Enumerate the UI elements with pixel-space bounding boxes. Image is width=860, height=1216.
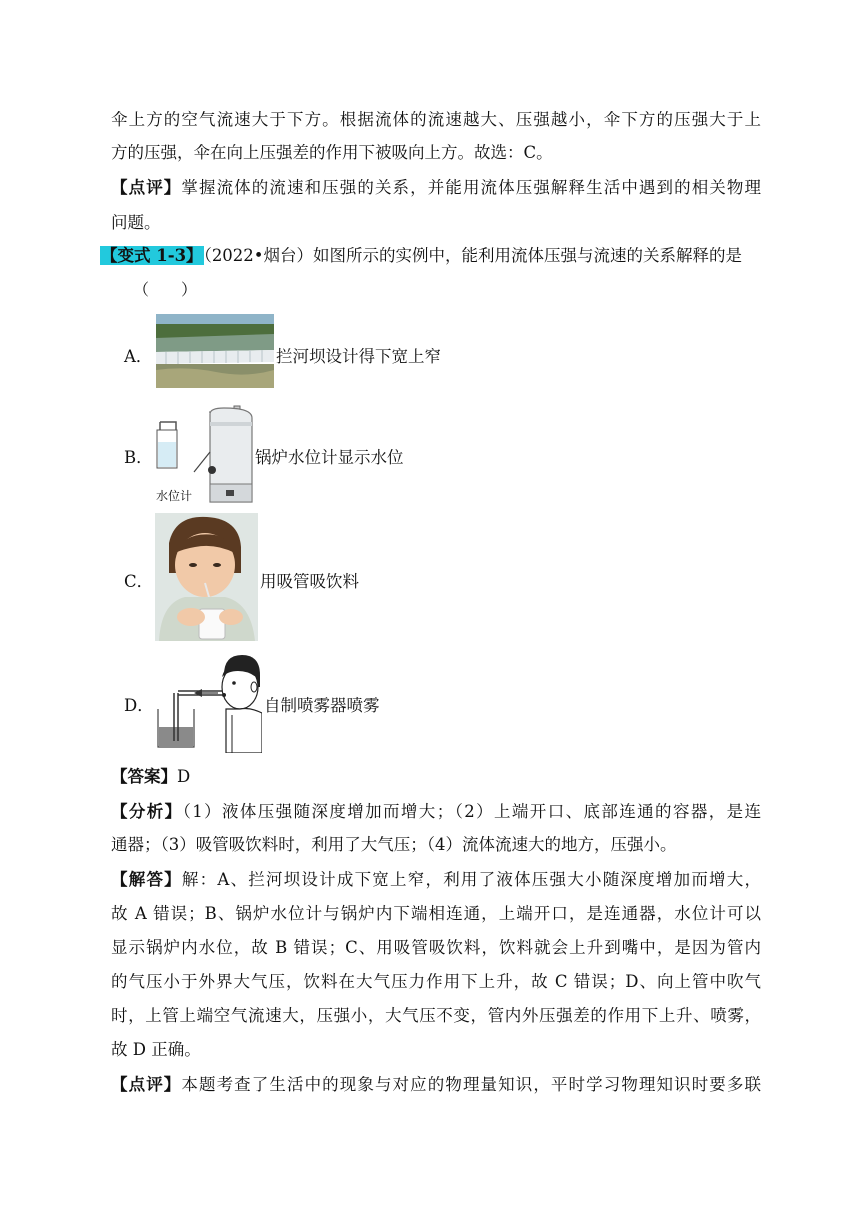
- option-d-text: 自制喷雾器喷雾: [264, 696, 380, 715]
- comment-text: 掌握流体的流速和压强的关系，并能用流体压强解释生活中遇到的相关物理: [181, 178, 762, 197]
- answer-value: D: [177, 767, 191, 786]
- solution-text: 解：A、拦河坝设计成下宽上窄，利用了液体压强大小随深度增加而增大，: [181, 870, 762, 889]
- solution-line: 显示锅炉内水位，故 B 错误；C、用吸管吸饮料，饮料就会上升到嘴中，是因为管内: [111, 938, 761, 957]
- gauge-caption: 水位计: [156, 489, 193, 503]
- solution-line: [111, 864, 761, 895]
- answer-tag: 【答案】: [111, 767, 177, 786]
- analysis-line: [111, 796, 761, 827]
- solution-tag: 【解答】: [111, 870, 182, 889]
- paragraph-line: 方的压强，伞在向上压强差的作用下被吸向上方。故选：C。: [111, 143, 553, 162]
- comment-line: [111, 1069, 761, 1100]
- sprayer-image: [154, 653, 262, 753]
- variant-tag: 【变式 1-3】: [101, 246, 203, 265]
- option-b-letter: B．: [124, 448, 153, 467]
- answer-line: [111, 761, 761, 792]
- dam-image: [156, 314, 274, 388]
- answer-blank: （ ）: [133, 280, 198, 299]
- option-d-letter: D．: [124, 696, 154, 715]
- solution-line: 故 D 正确。: [111, 1040, 201, 1059]
- analysis-tag: 【分析】: [111, 802, 183, 821]
- paragraph-line: 伞上方的空气流速大于下方。根据流体的流速越大、压强越小，伞下方的压强大于上: [111, 110, 761, 129]
- solution-line: 故 A 错误；B、锅炉水位计与锅炉内下端相连通，上端开口，是连通器，水位计可以: [111, 904, 761, 923]
- boiler-gauge-image: [154, 402, 254, 508]
- comment-line: 问题。: [111, 213, 161, 232]
- analysis-line: 通器；（3）吸管吸饮料时，利用了大气压；（4）流体流速大的地方，压强小。: [111, 835, 677, 854]
- option-b-text: 锅炉水位计显示水位: [255, 448, 404, 467]
- option-a-letter: A．: [124, 347, 153, 366]
- question-line: [100, 240, 761, 271]
- comment-text: 本题考查了生活中的现象与对应的物理量知识，平时学习物理知识时要多联: [181, 1075, 762, 1094]
- girl-straw-image: [155, 513, 258, 641]
- question-text: （2022•烟台）如图所示的实例中，能利用流体压强与流速的关系解释的是: [203, 246, 743, 265]
- comment-tag: 【点评】: [111, 178, 182, 197]
- solution-line: 的气压小于外界大气压，饮料在大气压力作用下上升，故 C 错误；D、向上管中吹气: [111, 972, 761, 991]
- comment-tag: 【点评】: [111, 1075, 182, 1094]
- solution-line: 时，上管上端空气流速大，压强小，大气压不变，管内外压强差的作用下上升、喷雾，: [111, 1006, 761, 1025]
- comment-line: [111, 172, 761, 203]
- option-a-text: 拦河坝设计得下宽上窄: [276, 347, 441, 366]
- analysis-text: （1）液体压强随深度增加而增大；（2）上端开口、底部连通的容器，是连: [182, 802, 762, 821]
- option-c-text: 用吸管吸饮料: [260, 572, 359, 591]
- option-c-letter: C．: [124, 572, 154, 591]
